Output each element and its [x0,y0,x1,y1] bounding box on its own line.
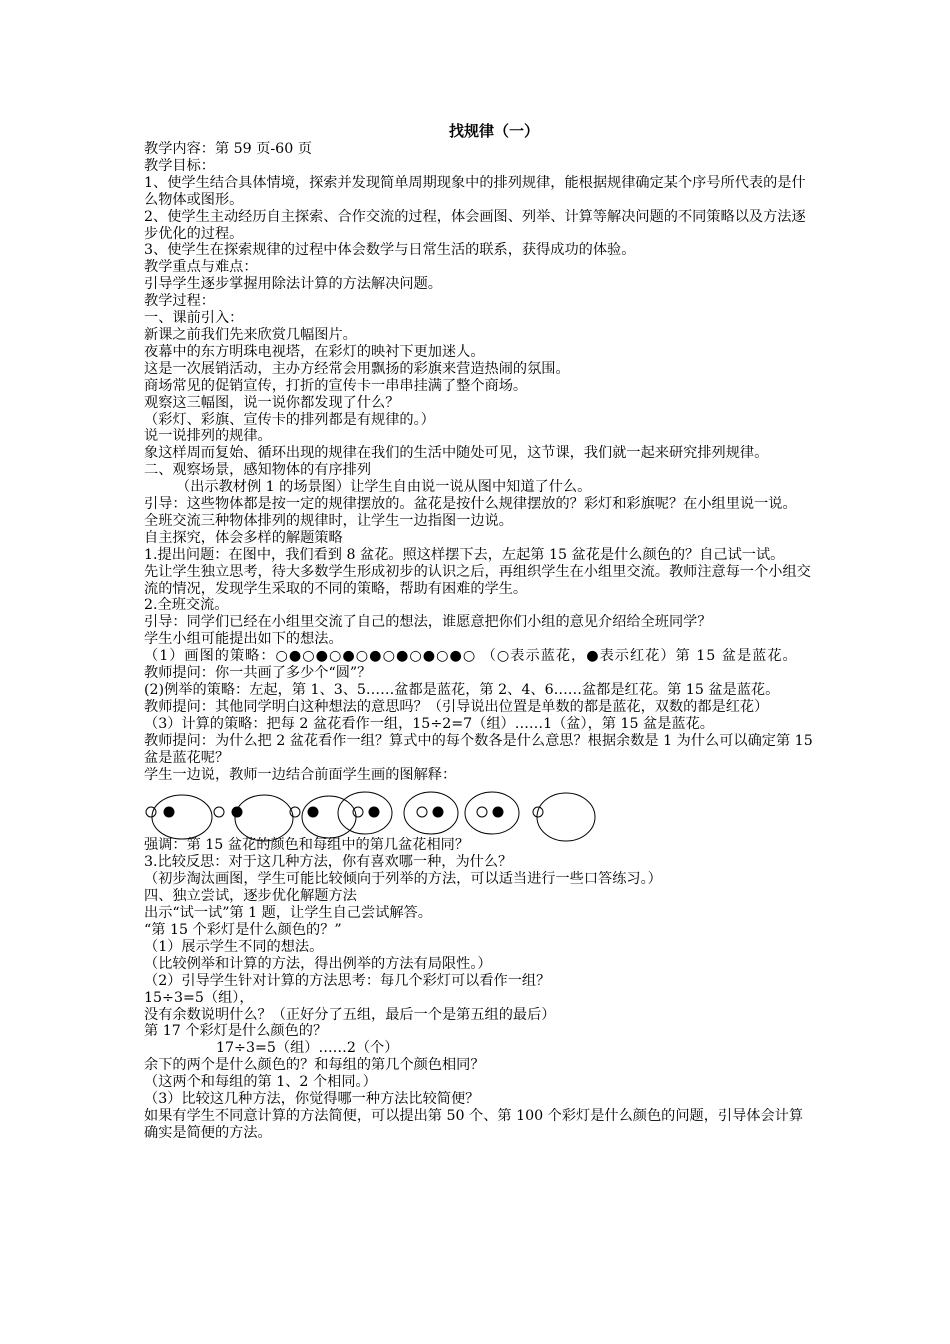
text-line: 教学过程： [144,293,215,310]
indented-line: （出示教材例 1 的场景图）让学生自由说一说从图中知道了什么。 [176,479,592,496]
diagram-group-ellipse [235,795,293,841]
text-line: 余下的两个是什么颜色的？和每组的第几个颜色相同？ [144,1057,485,1074]
diagram-group-ellipse [404,792,458,834]
text-line: 第 17 个彩灯是什么颜色的？ [144,1023,328,1040]
text-line: （彩灯、彩旗、宣传卡的排列都是有规律的。） [144,411,435,428]
text-line: （这两个和每组的第 1、2 个相同。） [144,1074,377,1091]
diagram-open-circle [290,807,300,817]
text-line: 观察这三幅图，说一说你都发现了什么？ [144,394,400,411]
text-line: 教学内容：第 59 页-60 页 [144,141,312,157]
text-line: 3、使学生在探索规律的过程中体会数学与日常生活的联系，获得成功的体验。 [144,242,636,259]
diagram-group-ellipse [465,792,519,834]
text-line: 如果有学生不同意计算的方法简便，可以提出第 50 个、第 100 个彩灯是什么颜色的问题，引导体会计算确实是简便的方法。 [144,1107,804,1141]
text-line: (2)例举的策略：左起，第 1、3、5……盆都是蓝花，第 2、4、6……盆都是红花。第 15 盆是蓝花。 [144,682,780,698]
text-line: 1、使学生结合具体情境，探索并发现简单周期现象中的排列规律，能根据规律确定某个序号所代表的是什么物体或图形。 [144,174,806,208]
text-line: 学生小组可能提出如下的想法。 [144,631,343,648]
diagram-group-ellipse [152,795,212,839]
text-line: 商场常见的促销宣传，打折的宣传卡一串串挂满了整个商场。 [144,377,528,394]
text-line: 夜幕中的东方明珠电视塔，在彩灯的映衬下更加迷人。 [144,343,485,360]
diagram-group-ellipse [338,792,392,834]
text-line: 四、独立尝试，逐步优化解题方法 [144,888,357,905]
diagram-filled-circle [308,807,318,817]
diagram-filled-circle [369,807,379,817]
text-line: 15÷3=5（组）， [144,989,254,1006]
document-title: 找规律（一） [448,122,539,140]
text-line: 教学重点与难点： [144,259,258,276]
diagram-filled-circle [493,807,503,817]
section-b [144,496,814,783]
text-line: 学生一边说，教师一边结合前面学生画的图解释： [144,766,457,783]
text-line: （3）计算的策略：把每 2 盆花看作一组，15÷2=7（组）……1（盆），第 15 盆是蓝花。 [144,715,714,732]
text-line: 强调：第 15 盆花的颜色和每组中的第几盆花相同？ [144,837,470,854]
text-line: 引导：同学们已经在小组里交流了自己的想法，谁愿意把你们小组的意见介绍给全班同学？ [144,614,712,631]
text-line: 引导学生逐步掌握用除法计算的方法解决问题。 [144,276,442,293]
diagram-group-ellipse [302,796,356,838]
text-line: 全班交流三种物体排列的规律时，让学生一边指图一边说。 [144,512,513,529]
diagram-filled-circle [164,807,174,817]
section-d [144,1057,814,1142]
text-line: 没有余数说明什么？（正好分了五组，最后一个是第五组的最后） [144,1006,556,1023]
text-line: “第 15 个彩灯是什么颜色的？” [144,921,342,938]
text-line: 象这样周而复始、循环出现的规律在我们的生活中随处可见，这节课，我们就一起来研究排列规律。 [144,445,769,462]
grouping-diagram [144,789,814,837]
text-line: 自主探究，体会多样的解题策略 [144,529,343,546]
text-line: 2.全班交流。 [144,597,229,614]
section-c [144,837,814,1040]
text-line: 先让学生独立思考，待大多数学生形成初步的认识之后，再组织学生在小组里交流。教师注意每一个小组交流的情况，发现学生采取的不同的策略，帮助有困难的学生。 [144,563,811,597]
text-line: 引导：这些物体都是按一定的规律摆放的。盆花是按什么规律摆放的？彩灯和彩旗呢？在小组里说一说。 [144,496,797,513]
text-line: （比较例举和计算的方法，得出例举的方法有局限性。） [144,955,492,972]
text-line: 新课之前我们先来欣赏几幅图片。 [144,326,357,343]
text-line: 教师提问：为什么把 2 盆花看作一组？算式中的每个数各是什么意思？根据余数是 1 为什么可以确定第 15 盆是蓝花呢？ [144,732,813,766]
diagram-group-ellipse [537,793,595,841]
text-line: 2、使学生主动经历自主探索、合作交流的过程，体会画图、列举、计算等解决问题的不同策略以及方法逐步优化的过程。 [144,208,806,242]
text-line: 一、课前引入： [144,310,244,327]
text-line: 教师提问：其他同学明白这种想法的意思吗？（引导说出位置是单数的都是蓝花，双数的都是红花） [144,698,769,715]
section-a [144,141,814,479]
document-page [144,121,814,1142]
text-line: （初步淘汰画图，学生可能比较倾向于列举的方法，可以适当进行一些口答练习。） [144,871,662,888]
text-line: （1）展示学生不同的想法。 [144,938,324,955]
diagram-open-circle [417,807,427,817]
text-line: 这是一次展销活动，主办方经常会用飘扬的彩旗来营造热闹的氛围。 [144,360,570,377]
text-line: （1）画图的策略：○●○●○●○●○●○●○●○ （○表示蓝花，●表示红花）第 15 盆是蓝花。 [144,648,798,665]
text-line: 教学目标： [144,157,215,174]
text-line: 出示“试一试”第 1 题，让学生自己尝试解答。 [144,905,432,922]
text-line: 二、观察场景，感知物体的有序排列 [144,462,372,479]
text-line: 3.比较反思：对于这几种方法，你有喜欢哪一种，为什么？ [144,854,513,871]
text-line: （2）引导学生针对计算的方法思考：每几个彩灯可以看作一组？ [144,972,551,989]
diagram-open-circle [353,807,363,817]
diagram-filled-circle [433,807,443,817]
grouping-diagram-svg [144,789,624,845]
text-line: 说一说排列的规律。 [144,428,272,445]
diagram-open-circle [214,807,224,817]
text-line: 教师提问：你一共画了多少个“圆”？ [144,665,372,682]
text-line: 1.提出问题：在图中，我们看到 8 盆花。照这样摆下去，左起第 15 盆花是什么颜色的？自己试一试。 [144,546,785,563]
diagram-open-circle [477,807,487,817]
indented-line: 17÷3=5（组）……2（个） [216,1040,399,1057]
text-line: （3）比较这几种方法，你觉得哪一种方法比较简便？ [144,1091,480,1108]
